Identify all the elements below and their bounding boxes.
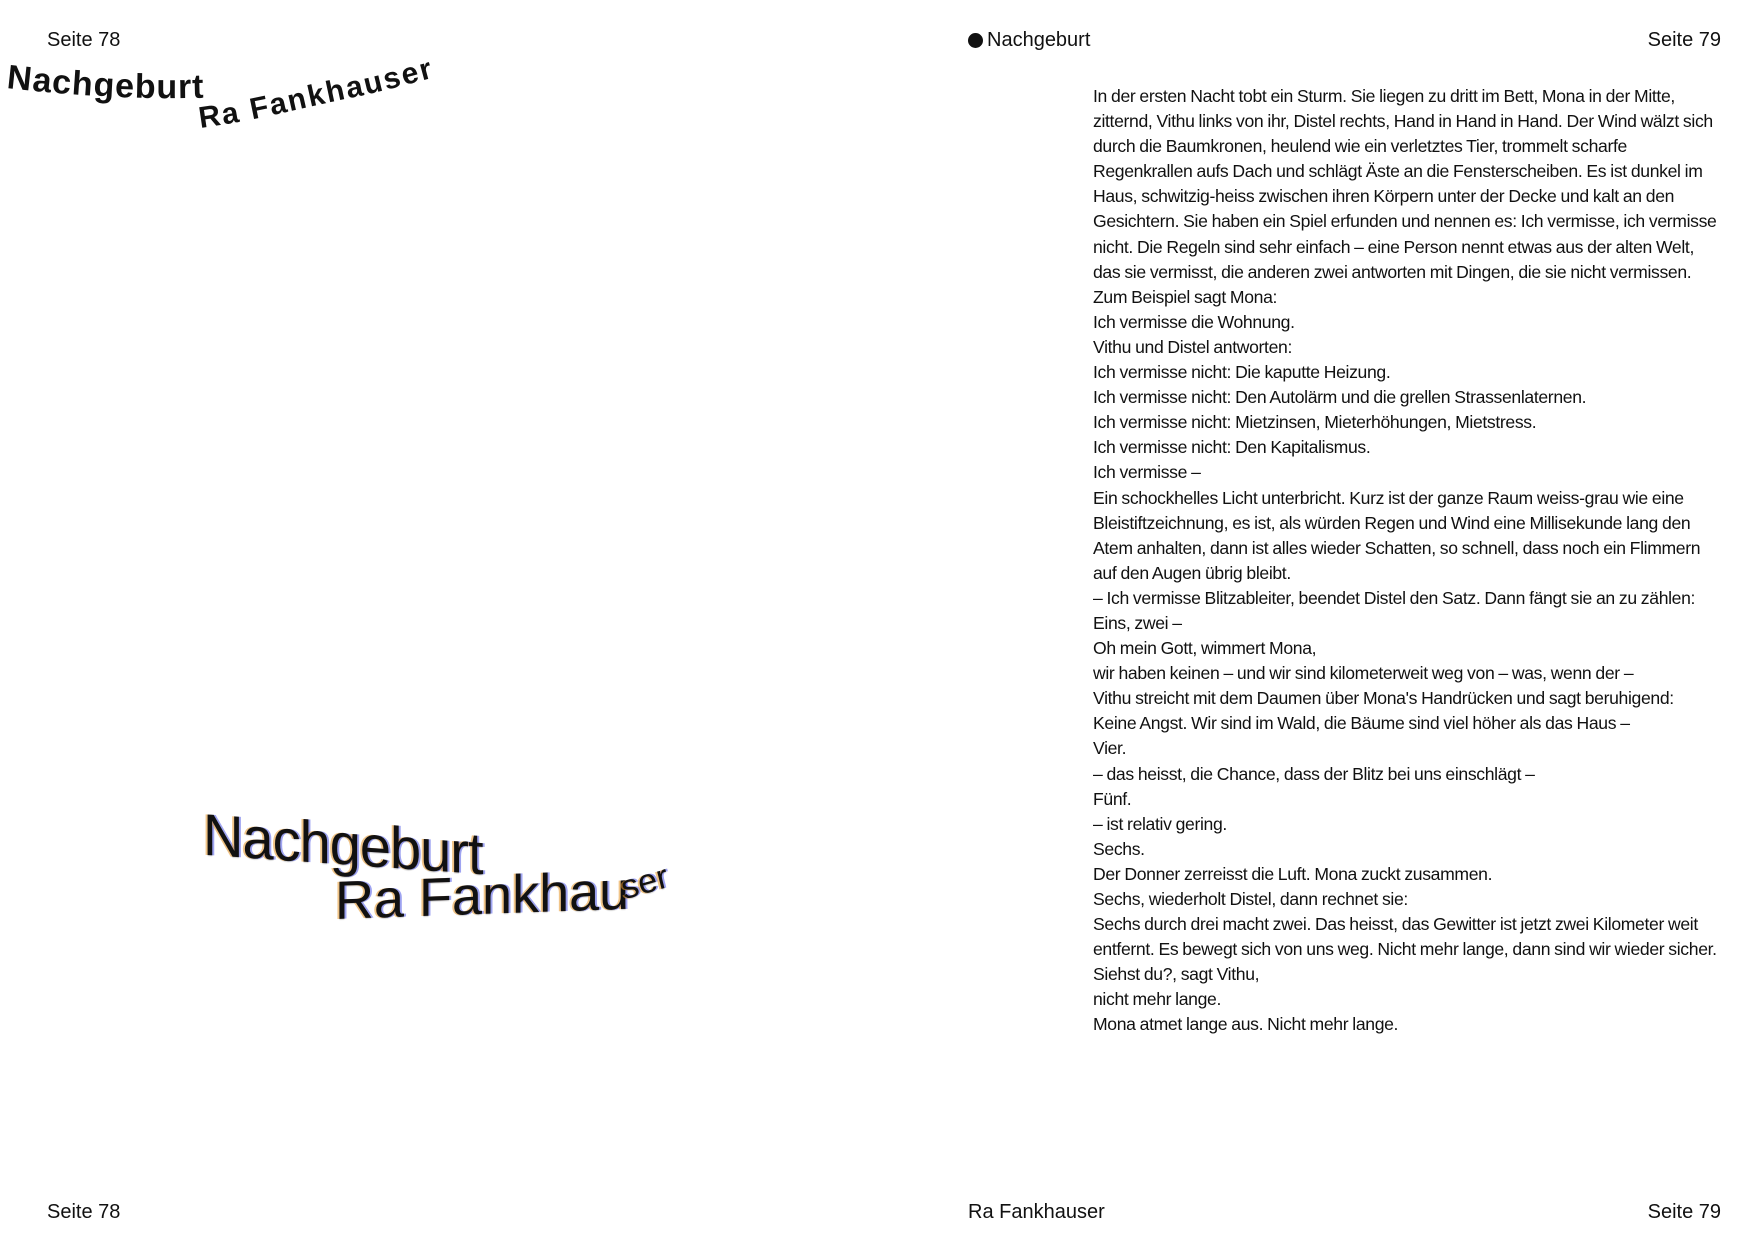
story-paragraph: nicht mehr lange. — [1093, 989, 1222, 1010]
story-paragraph: Ich vermisse die Wohnung. — [1093, 311, 1295, 332]
page-number-left-bottom: Seite 78 — [47, 1201, 121, 1223]
story-paragraph: Eins, zwei – — [1093, 612, 1182, 633]
story-paragraph: Ein schockhelles Licht unterbricht. Kurz ist der ganze Raum weiss-grau wie eine Bleistiftzeichnung, es ist, als würden Regen und Wind eine Millisekunde lang den Atem anhalten, dann ist alles wieder Schatten, so schnell, dass noch ein Flimmern auf den Augen übrig bleibt. — [1093, 487, 1701, 583]
story-paragraph: Ich vermisse – — [1093, 462, 1201, 483]
big-title-line-2-tail: ser — [617, 857, 673, 908]
bullet-dot-icon — [968, 33, 983, 48]
big-title-line-2-main: Ra Fankhau — [335, 860, 630, 931]
story-paragraph: – ist relativ gering. — [1093, 813, 1227, 834]
story-paragraph: In der ersten Nacht tobt ein Sturm. Sie liegen zu dritt im Bett, Mona in der Mitte, zitternd, Vithu links von ihr, Distel rechts, Hand in Hand in Hand. Der Wind wälzt sich durch die Baumkronen, heulend wie ein verletztes Tier, trommelt scharfe Regenkrallen aufs Dach und schlägt Äste an die Fensterscheiben. Es ist dunkel im Haus, schwitzig-heiss zwischen ihren Körpern unter der Decke und kalt an den Gesichtern. Sie haben ein Spiel erfunden und nennen es: Ich vermisse, ich vermisse nicht. Die Regeln sind sehr einfach – eine Person nennt etwas aus der alten Welt, das sie vermisst, die anderen zwei antworten mit Dingen, die sie nicht vermissen. Zum Beispiel sagt Mona: — [1093, 86, 1717, 307]
story-paragraph: – das heisst, die Chance, dass der Blitz bei uns einschlägt – — [1093, 763, 1535, 784]
story-paragraph: Ich vermisse nicht: Die kaputte Heizung. — [1093, 362, 1391, 383]
story-paragraph: Oh mein Gott, wimmert Mona, — [1093, 638, 1317, 659]
page-number-right-bottom: Seite 79 — [1647, 1201, 1721, 1223]
story-paragraph: Ich vermisse nicht: Mietzinsen, Mieterhöhungen, Mietstress. — [1093, 412, 1537, 433]
story-paragraph: Sechs, wiederholt Distel, dann rechnet sie: — [1093, 889, 1408, 909]
wavy-title-line-2 — [196, 52, 437, 135]
running-head-title: Nachgeburt — [987, 29, 1091, 51]
big-title — [195, 800, 795, 970]
wavy-title-line-2-path: Ra Fankhauser — [196, 51, 438, 135]
story-text — [1093, 84, 1725, 1038]
story-paragraph: Siehst du?, sagt Vithu, — [1093, 964, 1260, 985]
running-head — [968, 28, 1090, 52]
story-paragraph: wir haben keinen – und wir sind kilometerweit weg von – was, wenn der – — [1093, 663, 1634, 684]
story-paragraph: Sechs. — [1093, 838, 1145, 859]
wavy-title-graphic — [0, 0, 860, 150]
story-paragraph: Vithu und Distel antworten: — [1093, 336, 1292, 357]
story-paragraph: Keine Angst. Wir sind im Wald, die Bäume sind viel höher als das Haus – — [1093, 713, 1630, 734]
story-paragraph: Mona atmet lange aus. Nicht mehr lange. — [1093, 1014, 1399, 1035]
story-paragraph: Ich vermisse nicht: Den Kapitalismus. — [1093, 437, 1371, 458]
story-paragraph: Vier. — [1093, 738, 1127, 759]
page-number-left-top: Seite 78 — [47, 29, 121, 51]
story-paragraph: Sechs durch drei macht zwei. Das heisst, das Gewitter ist jetzt zwei Kilometer weit entfernt. Es bewegt sich von uns weg. Nicht mehr lange, dann sind wir wieder sicher. — [1093, 914, 1717, 960]
story-paragraph: Vithu streicht mit dem Daumen über Mona's Handrücken und sagt beruhigend: — [1093, 688, 1674, 709]
page-number-right-top: Seite 79 — [1647, 29, 1721, 51]
running-foot-author: Ra Fankhauser — [968, 1201, 1105, 1223]
story-paragraph: Der Donner zerreisst die Luft. Mona zuckt zusammen. — [1093, 863, 1493, 884]
story-paragraph: Fünf. — [1093, 788, 1132, 809]
wavy-title-line-1-path: Nachgeburt — [5, 58, 205, 107]
wavy-title-line-1 — [5, 58, 205, 106]
story-paragraph: Ich vermisse nicht: Den Autolärm und die grellen Strassenlaternen. — [1093, 387, 1587, 408]
story-paragraph: – Ich vermisse Blitzableiter, beendet Distel den Satz. Dann fängt sie an zu zählen: — [1093, 587, 1696, 608]
big-title-line-1: Nachgeburt — [203, 801, 483, 887]
big-title-line-2 — [335, 858, 676, 932]
